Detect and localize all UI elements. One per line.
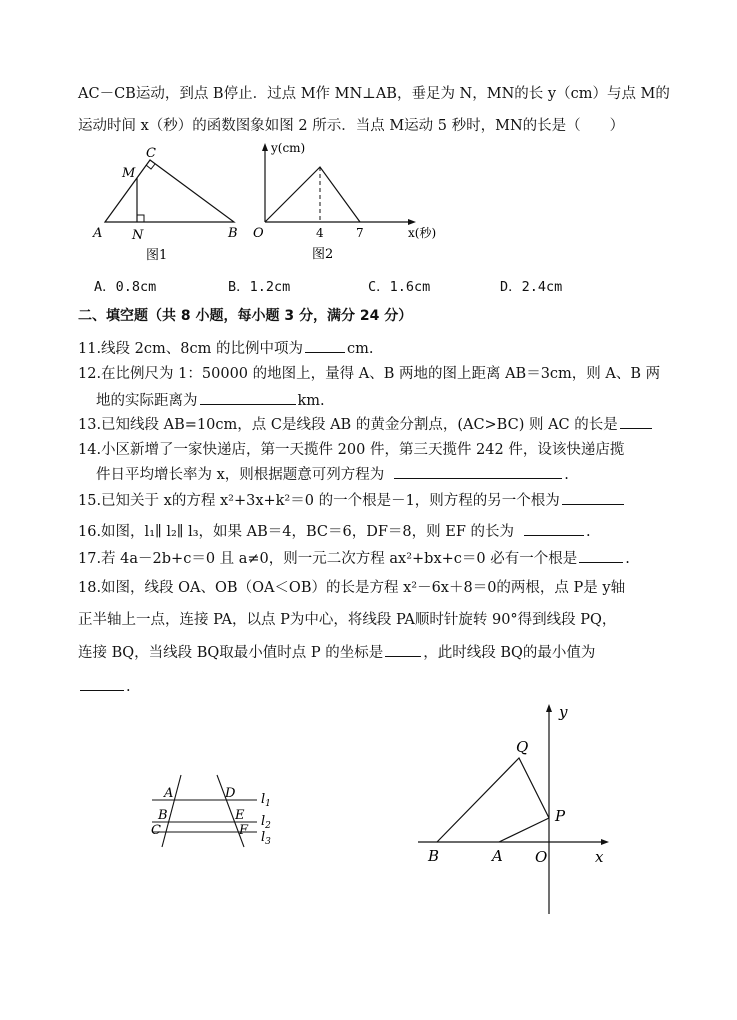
q10-line2: 运动时间 x（秒）的函数图象如图 2 所示．当点 M运动 5 秒时，MN的长是（ ） xyxy=(78,118,625,134)
q17-text: 17.若 4a－2b+c＝0 且 a≠0，则一元二次方程 ax²+bx+c＝0 必有一个根是 xyxy=(78,551,578,567)
q16-tail: . xyxy=(586,524,591,540)
graph-polyline xyxy=(265,167,360,222)
label-b: B xyxy=(228,226,238,241)
q14-tail: . xyxy=(564,467,569,483)
q16-blank xyxy=(524,521,584,536)
q13-blank xyxy=(620,414,652,429)
q11-text: 11.线段 2cm、8cm 的比例中项为 xyxy=(78,341,303,357)
segment-ap xyxy=(499,818,549,842)
q12-tail: km. xyxy=(297,393,325,409)
q10-line1: AC－CB运动，到点 B停止．过点 M作 MN⊥AB，垂足为 N，MN的长 y（cm）与点 M的 xyxy=(78,86,670,102)
q10-figure2 xyxy=(250,140,450,270)
q13-text: 13.已知线段 AB=10cm，点 C是线段 AB 的黄金分割点，(AC>BC) 则 AC 的长是 xyxy=(78,417,618,433)
option-b: B．1.2cm xyxy=(228,279,291,295)
y-axis-label: y(cm) xyxy=(271,141,306,155)
q18-text-mid: ，此时线段 BQ的最小值为 xyxy=(423,645,596,661)
q13 xyxy=(78,414,654,435)
coordinate-figure xyxy=(415,700,625,920)
q14-blank xyxy=(394,464,562,479)
q18-line3 xyxy=(78,642,595,663)
q14-text: 件日平均增长率为 x，则根据题意可列方程为 xyxy=(96,467,385,483)
q18-line4 xyxy=(78,676,131,697)
q18-text: 连接 BQ，当线段 BQ取最小值时点 P 的坐标是 xyxy=(78,645,384,661)
segment-bqp xyxy=(437,758,549,842)
q14-line1: 14.小区新增了一家快递店，第一天揽件 200 件，第三天揽件 242 件，设该快递店揽 xyxy=(78,442,625,458)
q10-figure1 xyxy=(90,145,250,265)
q15 xyxy=(78,490,626,511)
q17-blank xyxy=(579,548,623,563)
x-axis-arrow xyxy=(601,839,609,845)
label-a: A xyxy=(93,226,103,241)
q16-text: 16.如图，l₁∥ l₂∥ l₃，如果 AB＝4，BC＝6，DF＝8，则 EF 的长为 xyxy=(78,524,515,540)
label-l1: $l_1$ xyxy=(261,792,271,809)
q18-blank-point xyxy=(385,642,421,657)
figure2-caption: 图2 xyxy=(312,247,334,262)
tick-7: 7 xyxy=(356,226,364,240)
label-f: F xyxy=(239,823,249,838)
q17 xyxy=(78,548,630,569)
y-axis-arrow xyxy=(546,704,552,712)
option-d: D．2.4cm xyxy=(500,279,563,295)
label-y: y xyxy=(559,703,568,721)
option-c: C．1.6cm xyxy=(368,279,431,295)
q12-text: 地的实际距离为 xyxy=(96,393,198,409)
label-o: O xyxy=(535,848,548,866)
figure1-caption: 图1 xyxy=(146,248,168,263)
tick-4: 4 xyxy=(316,226,324,240)
x-axis-arrow xyxy=(408,219,416,225)
section2-title: 二、填空题（共 8 小题，每小题 3 分，满分 24 分） xyxy=(78,308,413,324)
label-n: N xyxy=(132,228,144,243)
q16 xyxy=(78,521,591,542)
label-p: P xyxy=(555,807,566,825)
q11-tail: cm. xyxy=(346,341,374,357)
label-c: C xyxy=(151,823,161,838)
right-angle-n xyxy=(137,215,144,222)
parallel-lines-figure xyxy=(145,775,285,855)
label-a: A xyxy=(492,847,503,865)
label-b: B xyxy=(158,808,168,823)
q15-blank xyxy=(562,490,624,505)
label-d: D xyxy=(225,786,236,801)
label-x: x xyxy=(595,848,604,866)
label-q: Q xyxy=(516,738,529,756)
label-a: A xyxy=(164,786,174,801)
q14-line2 xyxy=(96,464,569,485)
label-e: E xyxy=(235,808,245,823)
q11-blank xyxy=(305,338,345,353)
label-l3: $l_3$ xyxy=(261,830,271,847)
q12-blank xyxy=(200,390,296,405)
q18-line2: 正半轴上一点，连接 PA，以点 P为中心，将线段 PA顺时针旋转 90°得到线段 PQ， xyxy=(78,612,617,628)
label-m: M xyxy=(122,166,136,181)
q11 xyxy=(78,338,373,359)
origin-label: O xyxy=(253,226,264,241)
label-l2: $l_2$ xyxy=(261,814,271,831)
x-axis-label: x(秒) xyxy=(408,226,437,240)
option-a: A．0.8cm xyxy=(94,279,157,295)
label-b: B xyxy=(428,847,440,865)
label-c: C xyxy=(146,146,156,161)
q12-line2 xyxy=(96,390,325,411)
q12-line1: 12.在比例尺为 1：50000 的地图上，量得 A、B 两地的图上距离 AB＝3cm，则 A、B 两 xyxy=(78,366,661,382)
q18-line1: 18.如图，线段 OA、OB（OA＜OB）的长是方程 x²－6x＋8＝0的两根，点 P是 y轴 xyxy=(78,580,626,596)
q18-blank-min xyxy=(80,676,124,691)
right-angle-c xyxy=(146,164,155,169)
q15-text: 15.已知关于 x的方程 x²+3x+k²＝0 的一个根是－1，则方程的另一个根为 xyxy=(78,493,560,509)
q17-tail: . xyxy=(625,551,630,567)
y-axis-arrow xyxy=(262,143,268,151)
q18-tail: . xyxy=(126,679,131,695)
